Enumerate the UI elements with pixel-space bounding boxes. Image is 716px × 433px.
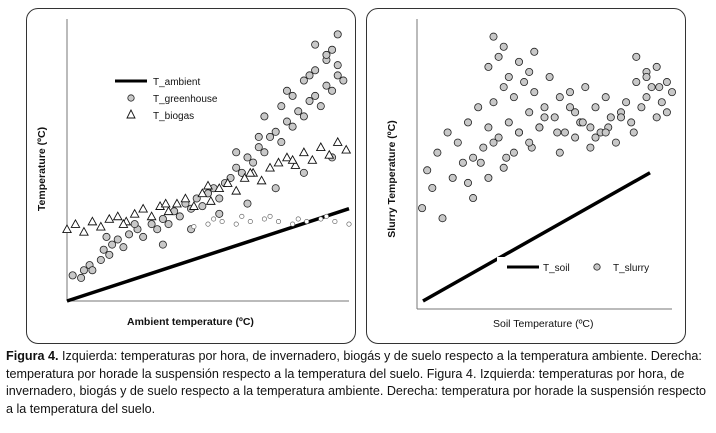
series-soil-point: [211, 217, 215, 221]
series-t-greenhouse-point: [106, 251, 113, 258]
series-t-greenhouse-point: [323, 82, 330, 89]
series-soil-point: [324, 214, 328, 218]
series-t-slurry-point: [505, 119, 512, 126]
series-t-slurry-point: [556, 94, 563, 101]
series-t-slurry-point: [551, 114, 558, 121]
series-t-slurry-point: [429, 184, 436, 191]
series-t-slurry-point: [638, 104, 645, 111]
series-t-slurry-point: [521, 78, 528, 85]
series-t-slurry-point: [444, 129, 451, 136]
legend-circle-marker: [128, 95, 134, 101]
series-t-slurry-point: [526, 109, 533, 116]
series-t-greenhouse-point: [131, 220, 138, 227]
series-t-slurry-point: [490, 139, 497, 146]
series-t-biogas-point: [130, 210, 138, 218]
legend-circle-marker: [594, 264, 600, 270]
series-soil-point: [319, 217, 323, 221]
series-t-slurry-point: [515, 129, 522, 136]
series-t-slurry-point: [572, 134, 579, 141]
series-t-slurry-point: [485, 63, 492, 70]
series-t-greenhouse-point: [233, 149, 240, 156]
series-t-biogas-point: [232, 187, 240, 195]
series-t-greenhouse-point: [289, 123, 296, 130]
series-t-slurry-point: [470, 154, 477, 161]
series-soil-point: [192, 224, 196, 228]
series-soil-point: [290, 222, 294, 226]
series-t-biogas-point: [342, 146, 350, 154]
series-t-slurry-point: [633, 78, 640, 85]
series-t-biogas-point: [147, 212, 155, 220]
series-t-slurry-point: [526, 68, 533, 75]
series-t-greenhouse-point: [289, 92, 296, 99]
series-t-greenhouse-point: [340, 77, 347, 84]
series-t-slurry-point: [500, 43, 507, 50]
series-t-greenhouse-point: [125, 231, 132, 238]
series-soil-point: [276, 219, 280, 223]
series-t-greenhouse-point: [154, 226, 161, 233]
series-t-greenhouse-point: [306, 72, 313, 79]
series-t-biogas-point: [317, 143, 325, 151]
series-t-slurry-point: [612, 139, 619, 146]
series-t-slurry-point: [602, 129, 609, 136]
series-t-slurry-point: [485, 174, 492, 181]
series-t-slurry-point: [503, 154, 510, 161]
series-t-slurry-point: [454, 139, 461, 146]
series-t-slurry-point: [464, 119, 471, 126]
right-chart: [367, 9, 687, 345]
series-t-slurry-point: [663, 109, 670, 116]
series-t-biogas-point: [257, 176, 265, 184]
series-t-slurry-point: [459, 159, 466, 166]
series-t-greenhouse-point: [334, 72, 341, 79]
series-t-greenhouse-point: [114, 236, 121, 243]
series-t-slurry-point: [477, 159, 484, 166]
series-t-slurry-point: [630, 129, 637, 136]
series-t-slurry-point: [556, 149, 563, 156]
series-t-slurry-point: [587, 124, 594, 131]
right-chart-panel: [366, 8, 686, 344]
series-t-slurry-point: [480, 144, 487, 151]
series-t-greenhouse-point: [283, 118, 290, 125]
series-t-slurry-point: [490, 99, 497, 106]
series-t-biogas-point: [266, 163, 274, 171]
series-t-greenhouse-point: [165, 220, 172, 227]
series-t-greenhouse-point: [199, 203, 206, 210]
series-t-biogas-point: [80, 228, 88, 236]
series-t-greenhouse-point: [89, 267, 96, 274]
series-t-slurry-point: [602, 94, 609, 101]
series-t-greenhouse-point: [159, 215, 166, 222]
y-axis-label: Temperature (ºC): [36, 126, 48, 212]
series-t-greenhouse-point: [317, 103, 324, 110]
series-soil-point: [248, 219, 252, 223]
series-t-slurry-point: [510, 94, 517, 101]
series-t-greenhouse-point: [250, 159, 257, 166]
series-t-slurry-point: [587, 144, 594, 151]
series-t-slurry-point: [653, 63, 660, 70]
series-t-slurry-point: [500, 164, 507, 171]
series-t-greenhouse-point: [140, 233, 147, 240]
series-t-biogas-point: [181, 194, 189, 202]
series-t-slurry-point: [656, 83, 663, 90]
series-t-biogas-point: [162, 199, 170, 207]
series-t-biogas-point: [114, 212, 122, 220]
series-soil-point: [240, 214, 244, 218]
series-t-slurry-point: [592, 104, 599, 111]
series-t-greenhouse-point: [255, 133, 262, 140]
series-t-greenhouse-point: [233, 164, 240, 171]
series-t-greenhouse-point: [272, 128, 279, 135]
series-t-slurry-point: [439, 215, 446, 222]
series-t-greenhouse-point: [244, 200, 251, 207]
series-t-greenhouse-point: [109, 241, 116, 248]
series-t-slurry-point: [485, 124, 492, 131]
series-t-greenhouse-point: [272, 185, 279, 192]
series-t-biogas-point: [63, 225, 71, 233]
series-t-greenhouse-point: [328, 46, 335, 53]
series-t-slurry-point: [633, 53, 640, 60]
x-axis-label: Ambient temperature (ºC): [127, 316, 254, 328]
series-t-greenhouse-point: [244, 154, 251, 161]
series-t-slurry-point: [663, 78, 670, 85]
series-t-slurry-point: [648, 83, 655, 90]
legend-label: T_soil: [543, 263, 570, 274]
series-t-greenhouse-point: [334, 62, 341, 69]
series-t-greenhouse-point: [300, 77, 307, 84]
series-t-greenhouse-point: [159, 241, 166, 248]
series-t-slurry-point: [475, 104, 482, 111]
series-t-greenhouse-point: [312, 92, 319, 99]
legend-label: T_slurry: [613, 263, 650, 274]
series-t-slurry-point: [668, 89, 675, 96]
series-t-slurry-point: [464, 179, 471, 186]
series-soil-point: [234, 222, 238, 226]
series-t-greenhouse-point: [103, 233, 110, 240]
series-t-greenhouse-point: [120, 244, 127, 251]
series-t-slurry-point: [526, 139, 533, 146]
series-t-greenhouse-point: [323, 51, 330, 58]
legend-label: T_biogas: [153, 111, 195, 122]
series-t-slurry-point: [531, 48, 538, 55]
series-t-greenhouse-point: [148, 220, 155, 227]
series-t-biogas-point: [204, 181, 212, 189]
series-soil-point: [333, 219, 337, 223]
series-t-greenhouse-point: [176, 213, 183, 220]
series-t-greenhouse-point: [334, 31, 341, 38]
series-t-greenhouse-point: [278, 138, 285, 145]
series-t-greenhouse-point: [278, 103, 285, 110]
legend-label: T_ambient: [153, 77, 201, 88]
series-t-greenhouse-point: [255, 144, 262, 151]
series-t-slurry-point: [536, 124, 543, 131]
series-t-slurry-point: [628, 119, 635, 126]
series-soil-point: [305, 219, 309, 223]
series-t-greenhouse-point: [97, 256, 104, 263]
series-t-slurry-point: [449, 174, 456, 181]
series-soil-point: [220, 219, 224, 223]
series-t-greenhouse-point: [216, 195, 223, 202]
legend-triangle-marker: [127, 110, 135, 118]
series-t-slurry-point: [579, 119, 586, 126]
series-t-slurry-point: [653, 114, 660, 121]
series-t-slurry-point: [592, 134, 599, 141]
series-soil-point: [206, 222, 210, 226]
series-t-slurry-point: [643, 73, 650, 80]
caption-label: Figura 4.: [6, 349, 59, 363]
series-t-slurry-point: [623, 99, 630, 106]
series-soil-point: [268, 214, 272, 218]
series-t-slurry-point: [658, 99, 665, 106]
series-t-greenhouse-point: [261, 149, 268, 156]
series-t-slurry-point: [470, 194, 477, 201]
series-t-greenhouse-point: [100, 246, 107, 253]
series-t-slurry-point: [554, 129, 561, 136]
series-t-slurry-point: [510, 149, 517, 156]
series-t-greenhouse-point: [312, 41, 319, 48]
x-axis-label: Soil Temperature (ºC): [493, 318, 594, 330]
series-t-slurry-point: [500, 83, 507, 90]
series-t-slurry-point: [419, 205, 426, 212]
series-t-greenhouse-point: [300, 113, 307, 120]
series-t-slurry-point: [541, 104, 548, 111]
series-t-greenhouse-point: [266, 133, 273, 140]
series-t-greenhouse-point: [306, 97, 313, 104]
series-t-slurry-point: [495, 53, 502, 60]
series-t-slurry-point: [541, 114, 548, 121]
series-t-slurry-point: [424, 167, 431, 174]
series-t-slurry-point: [546, 73, 553, 80]
series-t-biogas-point: [283, 153, 291, 161]
series-t-slurry-point: [566, 104, 573, 111]
series-t-biogas-point: [88, 217, 96, 225]
series-t-biogas-point: [105, 215, 113, 223]
series-t-greenhouse-point: [78, 274, 85, 281]
series-t-greenhouse-point: [216, 210, 223, 217]
series-t-greenhouse-point: [328, 87, 335, 94]
series-t-greenhouse-point: [312, 67, 319, 74]
series-t-slurry-point: [434, 149, 441, 156]
series-t-biogas-point: [300, 148, 308, 156]
series-t-slurry-point: [566, 89, 573, 96]
y-axis-label: Slurry Temperature (ºC): [386, 120, 398, 238]
series-t-slurry-point: [531, 89, 538, 96]
series-t-slurry-point: [617, 114, 624, 121]
series-t-biogas-point: [97, 222, 105, 230]
series-t-slurry-point: [643, 94, 650, 101]
series-t-slurry-point: [582, 83, 589, 90]
series-t-soil-line: [423, 173, 650, 301]
series-soil-point: [347, 222, 351, 226]
series-t-greenhouse-point: [295, 108, 302, 115]
legend-label: T_greenhouse: [153, 94, 218, 105]
series-t-biogas-point: [139, 205, 147, 213]
series-t-slurry-point: [490, 33, 497, 40]
left-chart: [27, 9, 357, 345]
series-t-slurry-point: [607, 114, 614, 121]
figure-caption: [6, 348, 710, 418]
caption-text: Izquierda: temperaturas por hora, de invernadero, biogás y de suelo respecto a la temperatura ambiente. Derecha: temperatura por horade la suspensión respecto a la temperatura del suelo. Figura 4. Izquierda: temperaturas por hora, de invernadero, biogás y de suelo respecto a la temperatura ambiente. Derecha: temperatura por horade la suspensión respecto a la temperatura del suelo.: [6, 349, 707, 416]
left-chart-panel: [26, 8, 356, 344]
series-t-greenhouse-point: [283, 87, 290, 94]
series-t-greenhouse-point: [69, 272, 76, 279]
series-t-greenhouse-point: [80, 267, 87, 274]
series-t-slurry-point: [561, 129, 568, 136]
series-t-greenhouse-point: [300, 169, 307, 176]
series-t-biogas-point: [334, 138, 342, 146]
series-t-slurry-point: [505, 73, 512, 80]
series-soil-point: [262, 217, 266, 221]
series-t-slurry-point: [515, 58, 522, 65]
series-t-biogas-point: [71, 220, 79, 228]
series-t-greenhouse-point: [261, 113, 268, 120]
series-soil-point: [296, 217, 300, 221]
series-t-biogas-point: [207, 197, 215, 205]
series-t-biogas-point: [274, 158, 282, 166]
series-t-biogas-point: [308, 156, 316, 164]
series-t-biogas-point: [173, 199, 181, 207]
